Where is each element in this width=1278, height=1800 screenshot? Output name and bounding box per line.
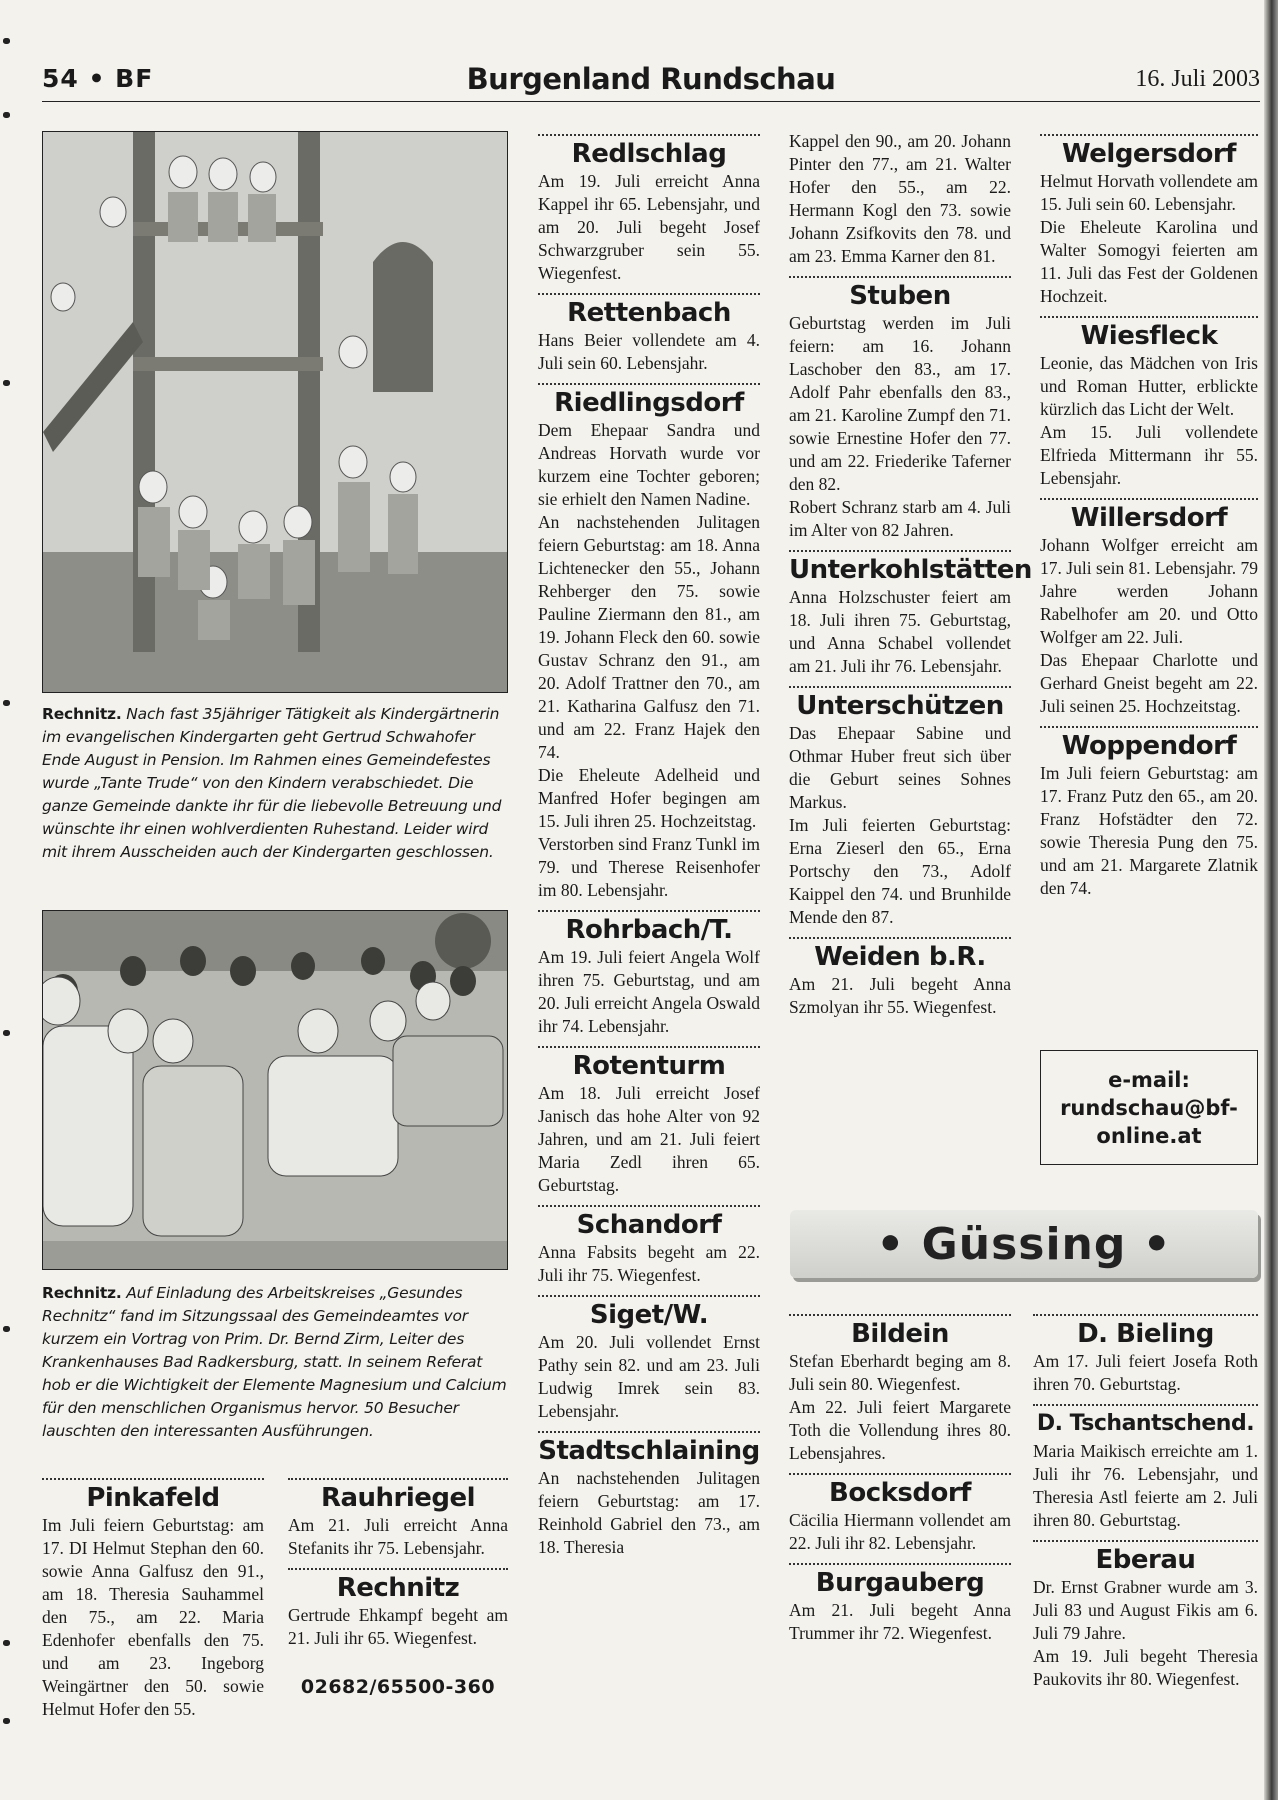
dotted-divider (1040, 316, 1258, 318)
caption-place: Rechnitz. (42, 1284, 122, 1302)
dotted-divider (538, 1205, 760, 1207)
section-title-schandorf: Schandorf (576, 1210, 722, 1240)
column-four (789, 128, 1032, 1019)
section-title-siget: Siget/W. (589, 1300, 709, 1330)
dotted-divider (538, 910, 760, 912)
email-contact-box (1040, 1050, 1258, 1165)
section-title-willersdorf: Willersdorf (1070, 503, 1228, 533)
page-number: 54 • BF (42, 64, 154, 93)
section-text-dtschantschend: Maria Maikisch erreichte am 1. Juli ihr 76. Lebensjahr, und Theresia Astl feierte am 2. Juli ihren 80. Geburtstag. (1033, 1441, 1258, 1530)
section-text-stadtschlaining: An nachstehenden Julitagen feiern Geburtstag: am 17. Reinhold Gabriel den 73., am 18. Theresia (538, 1468, 760, 1557)
section-text-rettenbach: Hans Beier vollendete am 4. Juli sein 60. Lebensjahr. (538, 330, 760, 373)
section-text-schandorf: Anna Fabsits begeht am 22. Juli ihr 75. Wiegenfest. (538, 1242, 760, 1285)
section-text-riedlingsdorf: Dem Ehepaar Sandra und Andreas Horvath wurde vor kurzem eine Tochter geboren; sie erhielt den Namen Nadine. An nachstehenden Julitagen feiern Geburtstag: am 18. Anna Lichtenecker den 55., Johann Rehberger den 75. sowie Pauline Ziermann den 81., am 19. Johann Fleck den 60. sowie Gustav Schranz den 91., am 20. Adolf Trattner den 70., am 21. Katharina Galfusz den 71. und am 22. Franz Hajek den 74. Die Eheleute Adelheid und Manfred Hofer begingen am 15. Juli ihren 25. Hochzeitstag. Verstorben sind Franz Tunkl im 79. und Therese Reisenhofer im 80. Lebensjahr. (538, 420, 760, 900)
section-title-rauhriegel: Rauhriegel (320, 1483, 476, 1513)
caption-text: Nach fast 35jähriger Tätigkeit als Kindergärtnerin im evangelischen Kindergarten geht Gertrud Schwahofer Ende August in Pension. Im Rahmen eines Gemeindefestes wurde „Tante Trude“ von den Kindern verabschiedet. Die ganze Gemeinde dankte ihr für die liebevolle Betreuung und wünschte ihr einen wohlverdienten Ruhestand. Leider wird mit ihrem Ausscheiden auch der Kindergarten geschlossen. (42, 705, 502, 861)
section-title-weiden: Weiden b.R. (814, 942, 986, 972)
section-text-stuben: Geburtstag werden im Juli feiern: am 16. Johann Laschober den 83., am 17. Adolf Pahr ebenfalls den 83., am 21. Karoline Zumpf den 71. sowie Ernestine Hofer den 77. und am 22. Friederike Taferner den 82. Robert Schranz starb am 4. Juli im Alter von 82 Jahren. (789, 313, 1011, 540)
section-title-pinkafeld: Pinkafeld (86, 1483, 220, 1513)
section-title-rettenbach: Rettenbach (567, 298, 731, 328)
margin-mark (3, 700, 10, 706)
dotted-divider (538, 1046, 760, 1048)
dotted-divider (789, 1473, 1011, 1475)
dotted-divider (538, 1431, 760, 1433)
dotted-divider (789, 1563, 1011, 1565)
section-text-weiden: Am 21. Juli begeht Anna Szmolyan ihr 55. Wiegenfest. (789, 974, 1011, 1017)
dotted-divider (789, 686, 1011, 688)
section-title-woppendorf: Woppendorf (1061, 731, 1237, 761)
district-banner-guessing: • Güssing • (790, 1210, 1258, 1278)
dotted-divider (1040, 134, 1258, 136)
column-guessing-right (1033, 1306, 1258, 1691)
section-title-unterschuetzen: Unterschützen (796, 691, 1004, 721)
section-title-rohrbach: Rohrbach/T. (565, 915, 733, 945)
section-title-rotenturm: Rotenturm (572, 1051, 726, 1081)
margin-mark (3, 1030, 10, 1036)
section-text-wiesfleck: Leonie, das Mädchen von Iris und Roman Hutter, erblickte kürzlich das Licht der Welt. Am 15. Juli vollendete Elfrieda Mittermann ihr 55. Lebensjahr. (1040, 353, 1258, 488)
section-text-burgauberg: Am 21. Juli begeht Anna Trummer ihr 72. Wiegenfest. (789, 1600, 1011, 1643)
section-text-redlschlag: Am 19. Juli erreicht Anna Kappel ihr 65. Lebensjahr, und am 20. Juli begeht Josef Schwarzgruber sein 55. Wiegenfest. (538, 171, 760, 283)
section-title-burgauberg: Burgauberg (815, 1568, 985, 1598)
section-text-bocksdorf: Cäcilia Hiermann vollendet am 22. Juli ihr 82. Lebensjahr. (789, 1510, 1011, 1553)
section-text-siget: Am 20. Juli vollendet Ernst Pathy sein 82. und am 23. Juli Ludwig Imrek sein 83. Lebensjahr. (538, 1332, 760, 1421)
caption-text: Auf Einladung des Arbeitskreises „Gesundes Rechnitz“ fand im Sitzungssaal des Gemeindeamtes vor kurzem ein Vortrag von Prim. Dr. Bernd Zirm, Leiter des Krankenhauses Bad Radkersburg, statt. In seinem Referat hob er die Wichtigkeit der Elemente Magnesium und Calcium für den menschlichen Organismus hervor. 50 Besucher lauschten den interessanten Ausführungen. (42, 1284, 507, 1440)
section-title-stadtschlaining: Stadtschlaining (538, 1436, 760, 1466)
section-text-rotenturm: Am 18. Juli erreicht Josef Janisch das hohe Alter von 92 Jahren, und am 21. Juli feiert Maria Zedl ihren 65. Geburtstag. (538, 1083, 760, 1195)
dotted-divider (1033, 1540, 1258, 1542)
photo-caption-kindergarten (42, 703, 508, 864)
photo-caption-lecture (42, 1282, 508, 1443)
phone-number: 02682/65500-360 (300, 1676, 496, 1698)
section-title-rechnitz: Rechnitz (336, 1573, 460, 1603)
column-three (538, 128, 760, 1559)
dotted-divider (538, 293, 760, 295)
column-guessing-left (789, 1306, 1011, 1645)
section-title-wiesfleck: Wiesfleck (1080, 321, 1218, 351)
section-text-welgersdorf: Helmut Horvath vollendete am 15. Juli sein 60. Lebensjahr. Die Eheleute Karolina und Walter Somogyi feierten am 11. Juli das Fest der Goldenen Hochzeit. (1040, 171, 1258, 306)
section-title-dbieling: D. Bieling (1077, 1319, 1214, 1349)
section-text-eberau: Dr. Ernst Grabner wurde am 3. Juli 83 und August Fikis am 6. Juli 79 Jahre. Am 19. Juli begeht Theresia Paukovits ihr 80. Wiegenfest. (1033, 1577, 1258, 1689)
dotted-divider (789, 550, 1011, 552)
kindergarten-photo (42, 131, 508, 693)
section-text-unterkohlstaetten: Anna Holzschuster feiert am 18. Juli ihren 75. Geburtstag, und Anna Schabel vollendet am 21. Juli ihr 76. Lebensjahr. (789, 587, 1011, 676)
section-text-dbieling: Am 17. Juli feiert Josefa Roth ihren 70. Geburtstag. (1033, 1351, 1258, 1394)
section-title-bildein: Bildein (851, 1319, 949, 1349)
section-text-stadtschlaining-continued: Kappel den 90., am 20. Johann Pinter den 77., am 21. Walter Hofer den 55., am 22. Hermann Kogl den 73. sowie Johann Zsifkovits den 78. und am 23. Emma Karner den 81. (789, 131, 1011, 266)
section-title-redlschlag: Redlschlag (571, 139, 727, 169)
dotted-divider (42, 1478, 264, 1480)
issue-date: 16. Juli 2003 (1135, 66, 1260, 92)
dotted-divider (1040, 726, 1258, 728)
margin-mark (3, 1326, 10, 1332)
section-text-bildein: Stefan Eberhardt beging am 8. Juli sein 80. Wiegenfest. Am 22. Juli feiert Margarete Toth die Vollendung ihres 80. Lebensjahres. (789, 1351, 1011, 1463)
email-address-line1: rundschau@bf- (1060, 1095, 1238, 1120)
section-title-riedlingsdorf: Riedlingsdorf (554, 388, 744, 418)
dotted-divider (538, 383, 760, 385)
email-address-line2: online.at (1096, 1123, 1202, 1148)
section-text-unterschuetzen: Das Ehepaar Sabine und Othmar Huber freut sich über die Geburt seines Sohnes Markus. Im Juli feierten Geburtstag: Erna Zieserl den 65., Erna Portschy den 73., Adolf Kaippel den 74. und Brunhilde Mende den 87. (789, 723, 1011, 927)
section-title-stuben: Stuben (849, 281, 951, 311)
section-text-rechnitz: Gertrude Ehkampf begeht am 21. Juli ihr 65. Wiegenfest. (288, 1605, 508, 1648)
section-text-rohrbach: Am 19. Juli feiert Angela Wolf ihren 75. Geburtstag, und am 20. Juli erreicht Angela Oswald ihr 74. Lebensjahr. (538, 947, 760, 1036)
section-text-rauhriegel: Am 21. Juli erreicht Anna Stefanits ihr 75. Lebensjahr. (288, 1515, 508, 1558)
caption-place: Rechnitz. (42, 705, 122, 723)
page-binding-edge (1264, 0, 1278, 1800)
dotted-divider (1033, 1404, 1258, 1406)
column-five (1040, 128, 1258, 900)
section-text-willersdorf: Johann Wolfger erreicht am 17. Juli sein 81. Lebensjahr. 79 Jahre werden Johann Rabelhofer am 20. und Otto Wolfger am 22. Juli. Das Ehepaar Charlotte und Gerhard Gneist begeht am 22. Juli seinen 25. Hochzeitstag. (1040, 535, 1258, 716)
dotted-divider (538, 134, 760, 136)
section-title-bocksdorf: Bocksdorf (829, 1478, 971, 1508)
section-text-woppendorf: Im Juli feiern Geburtstag: am 17. Franz Putz den 65., am 20. Franz Hofstädter den 72. sowie Theresia Pung den 75. und am 21. Margarete Zlatnik den 74. (1040, 763, 1258, 898)
dotted-divider (789, 1314, 1011, 1316)
dotted-divider (288, 1568, 508, 1570)
dotted-divider (789, 937, 1011, 939)
margin-mark (3, 112, 10, 118)
dotted-divider (538, 1295, 760, 1297)
dotted-divider (288, 1478, 508, 1480)
section-title-welgersdorf: Welgersdorf (1062, 139, 1236, 169)
margin-mark (3, 1718, 10, 1724)
column-pinkafeld (42, 1470, 264, 1721)
newspaper-title: Burgenland Rundschau (466, 62, 836, 96)
section-title-unterkohlstaetten: Unterkohlstätten (789, 555, 1032, 585)
email-label: e-mail: (1108, 1067, 1190, 1092)
page-header (42, 62, 1260, 102)
margin-mark (3, 1640, 10, 1646)
section-title-eberau: Eberau (1095, 1545, 1196, 1575)
dotted-divider (789, 276, 1011, 278)
dotted-divider (1033, 1314, 1258, 1316)
margin-mark (3, 38, 10, 44)
lecture-audience-photo (42, 910, 508, 1270)
dotted-divider (1040, 498, 1258, 500)
column-rauhriegel-rechnitz (288, 1470, 508, 1698)
section-text-pinkafeld: Im Juli feiern Geburtstag: am 17. DI Helmut Stephan den 60. sowie Anna Galfusz den 91., am 18. Theresia Sauhammel den 75., am 22. Maria Edenhofer ebenfalls den 75. und am 23. Ingeborg Weingärtner den 50. sowie Helmut Hofer den 55. (42, 1515, 264, 1719)
margin-mark (3, 380, 10, 386)
section-title-dtschantschend: D. Tschantschend. (1036, 1411, 1255, 1436)
